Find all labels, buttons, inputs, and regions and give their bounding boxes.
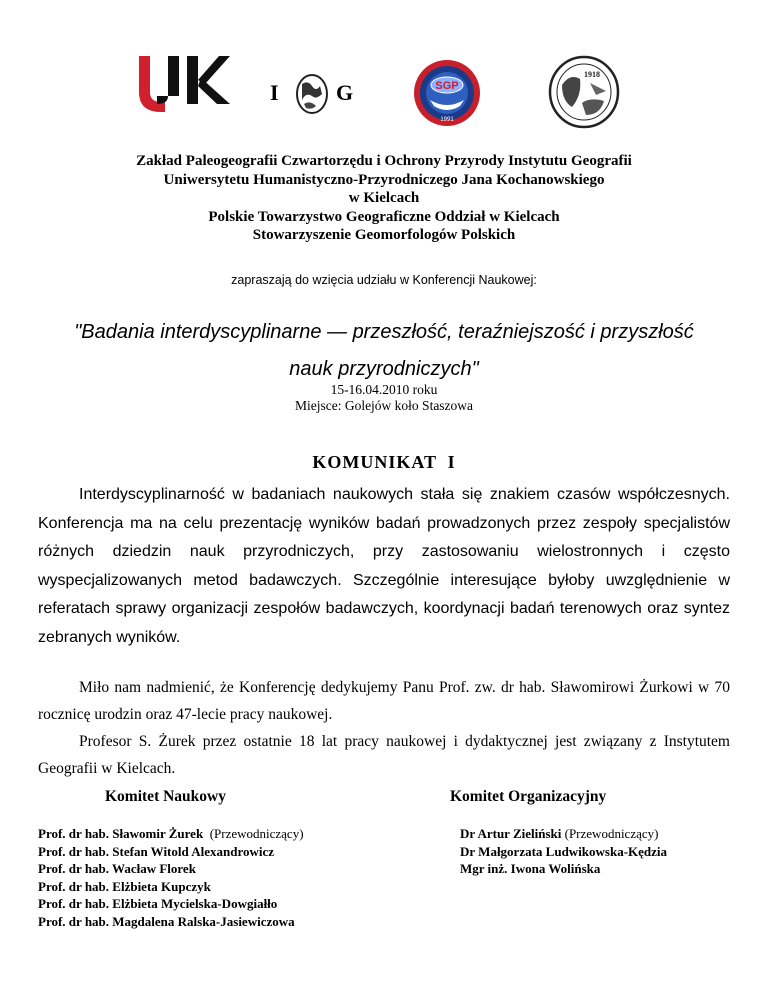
scientific-committee-list [38,825,304,930]
invitation-text: zapraszają do wzięcia udziału w Konferencji Naukowej: [231,273,537,287]
conference-title-line1: "Badania interdyscyplinarne — przeszłość, teraźniejszość i przyszłość [74,321,694,343]
member-name: Prof. dr hab. Wacław Florek [38,861,196,876]
organizers-header [0,152,768,245]
committee-member [38,843,304,861]
organizing-committee-title: Komitet Organizacyjny [450,788,607,805]
sgp-seal-year: 1991 [440,117,454,123]
organizer-line: w Kielcach [348,190,420,206]
ujk-j-hook [157,96,168,104]
member-role: (Przewodniczący) [561,826,659,841]
ig-logo [270,70,360,114]
ujk-j-stem [168,56,179,96]
conference-meta [0,382,768,414]
communique-heading: KOMUNIKAT I [312,452,456,472]
committee-member [38,878,304,896]
ujk-logo [135,56,230,114]
member-name: Mgr inż. Iwona Wolińska [460,861,601,876]
member-name: Dr Małgorzata Ludwikowska-Kędzia [460,843,668,859]
organizer-line: Zakład Paleogeografii Czwartorzędu i Ochrony Przyrody Instytutu Geografii [136,153,632,169]
committee-member [38,860,304,878]
committee-member [460,825,667,843]
body-paragraph-3: Profesor S. Żurek przez ostatnie 18 lat pracy naukowej i dydaktycznej jest związany z Instytutem Geografii w Kielcach. [38,733,730,777]
body-paragraph-1: Interdyscyplinarność w badaniach naukowych stała się znakiem czasów współczesnych. Konferencja ma na celu prezentację wyników badań prowadzonych przez zespoły specjalistów różnych dziedzin nauk przyrodniczych, przy zastosowaniu wielostronnych i często wyspecjalizowanych metod badawczych. Szczególnie interesujące byłoby uwzględnienie w referatach sprawy organizacji zespołów badawczych, koordynacji badań terenowych oraz syntez zebranych wyników. [38,486,730,646]
organizer-line: Stowarzyszenie Geomorfologów Polskich [252,227,516,243]
ujk-k-stem [187,56,198,104]
organizer-line: Uniwersytetu Humanistyczno-Przyrodniczego Jana Kochanowskiego [163,171,605,188]
committee-member [38,895,304,913]
logo-row [0,50,768,130]
member-role: (Przewodniczący) [203,826,304,841]
scientific-committee-title: Komitet Naukowy [105,788,226,805]
sgp-seal-logo [412,58,482,128]
committee-member [38,913,304,931]
member-name: Prof. dr hab. Sławomir Żurek [38,826,204,841]
sgp-seal-text: SGP [435,80,459,92]
sgm-seal-year: 1918 [584,70,600,79]
body-paragraph-2: Miło nam nadmienić, że Konferencję dedykujemy Panu Prof. zw. dr hab. Sławomirowi Żurkowi w 70 rocznicę urodzin oraz 47-lecie pracy naukowej. [38,679,730,723]
organizer-line: Polskie Towarzystwo Geograficzne Oddział w Kielcach [208,208,560,225]
member-name: Prof. dr hab. Stefan Witold Alexandrowicz [38,843,275,859]
committee-member [38,825,304,843]
sgm-seal-logo [548,55,620,130]
conference-place: Miejsce: Golejów koło Staszowa [294,398,474,413]
ujk-k-leg [198,78,230,104]
conference-title [40,314,728,388]
ig-letter-i: I [270,80,279,105]
organizing-committee-list [460,825,667,878]
committee-member [460,843,667,861]
member-name: Prof. dr hab. Elżbieta Kupczyk [38,878,211,894]
committee-member [460,860,667,878]
conference-title-line2: nauk przyrodniczych" [289,358,479,380]
conference-date: 15-16.04.2010 roku [330,382,438,397]
globe-icon [290,72,334,116]
member-name: Prof. dr hab. Magdalena Ralska-Jasiewiczowa [38,913,295,929]
member-name: Dr Artur Zieliński [460,826,562,841]
ig-letter-g: G [336,80,354,105]
member-name: Prof. dr hab. Elżbieta Mycielska-Dowgiałło [38,896,278,911]
